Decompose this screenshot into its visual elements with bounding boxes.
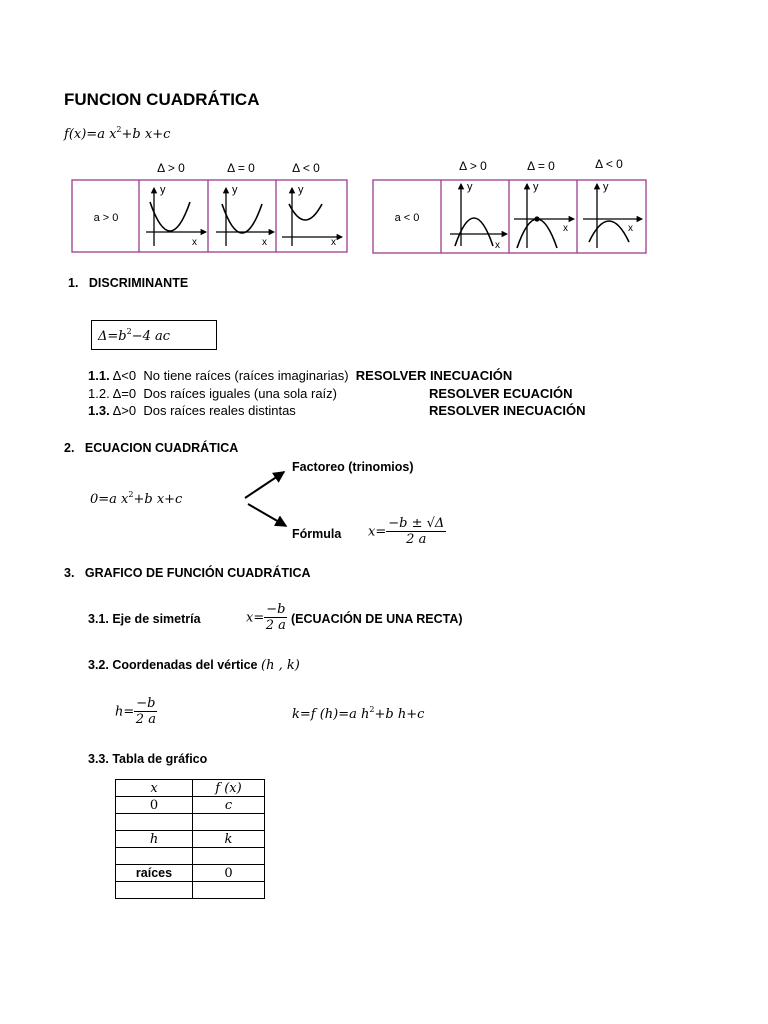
branch-arrows	[240, 466, 290, 530]
svg-text:y: y	[603, 181, 609, 193]
table-header-x: x	[116, 780, 193, 797]
table-row	[116, 814, 265, 831]
svg-text:x: x	[262, 237, 267, 248]
header-left-delta-negative: Δ < 0	[292, 161, 320, 175]
quadratic-formula: x= $\frac{-b \pm √\Delta}{2 a}$	[368, 516, 445, 547]
axis-of-symmetry-note: (ECUACIÓN DE UNA RECTA)	[291, 612, 463, 626]
vertex-h-formula: h= $\frac{-b}{2 a}$	[115, 696, 156, 727]
table-cell: 0	[193, 865, 265, 882]
label-a-negative: a < 0	[394, 212, 420, 224]
table-cell: c	[193, 797, 265, 814]
header-right-delta-negative: Δ < 0	[595, 157, 623, 171]
svg-text:x: x	[192, 237, 197, 248]
svg-text:x: x	[628, 223, 633, 234]
discriminant-formula-box: $\Delta=b^2-4$ ac	[91, 320, 217, 350]
svg-text:y: y	[160, 184, 166, 196]
vertex-k-formula: k=f (h)=a $h^2+b$ h+c	[292, 705, 425, 722]
parabola-graphs	[0, 150, 768, 260]
header-left-delta-positive: Δ > 0	[157, 161, 185, 175]
header-right-delta-positive: Δ > 0	[459, 159, 487, 173]
graph-down-no-roots	[583, 184, 642, 248]
label-a-positive: a > 0	[93, 212, 119, 224]
branch-factoring: Factoreo (trinomios)	[292, 460, 414, 474]
table-row	[116, 865, 265, 882]
discriminant-case-2: 1.2. Δ=0 Dos raíces iguales (una sola raíz)	[88, 386, 337, 401]
svg-text:y: y	[232, 184, 238, 196]
table-cell	[116, 882, 193, 899]
graph-down-two-roots	[450, 184, 507, 246]
page-title: FUNCION CUADRÁTICA	[64, 90, 260, 109]
table-cell: h	[116, 831, 193, 848]
discriminant-case-3: 1.3. Δ>0 Dos raíces reales distintas	[88, 403, 296, 418]
table-cell	[116, 814, 193, 831]
branch-formula-label: Fórmula	[292, 527, 342, 541]
table-cell	[193, 848, 265, 865]
table-cell	[193, 814, 265, 831]
vertex-label: 3.2. Coordenadas del vértice (h , k)	[88, 658, 300, 673]
section-1-heading: 1. DISCRIMINANTE	[68, 276, 189, 290]
svg-text:y: y	[533, 181, 539, 193]
table-label: 3.3. Tabla de gráfico	[88, 752, 208, 766]
section-3-heading: 3. GRAFICO DE FUNCIÓN CUADRÁTICA	[64, 566, 311, 580]
header-left-delta-zero: Δ = 0	[227, 161, 255, 175]
discriminant-case-1: 1.1. Δ<0 No tiene raíces (raíces imaginarias) RESOLVER INECUACIÓN	[88, 368, 513, 383]
graph-up-two-roots	[146, 188, 206, 246]
axis-of-symmetry-formula: x= $\frac{-b}{2 a}$	[246, 602, 286, 633]
graph-down-one-root	[514, 184, 574, 248]
svg-text:x: x	[331, 237, 336, 248]
table-cell: 0	[116, 797, 193, 814]
axis-of-symmetry-label: 3.1. Eje de simetría	[88, 612, 201, 626]
table-row	[116, 882, 265, 899]
discriminant-case-2-action: RESOLVER ECUACIÓN	[429, 386, 573, 401]
svg-text:y: y	[298, 184, 304, 196]
table-cell: k	[193, 831, 265, 848]
discriminant-case-3-action: RESOLVER INECUACIÓN	[429, 403, 586, 418]
table-cell	[116, 848, 193, 865]
table-cell	[193, 882, 265, 899]
table-header-fx: f (x)	[193, 780, 265, 797]
section-2-heading: 2. ECUACION CUADRÁTICA	[64, 441, 239, 455]
table-row	[116, 848, 265, 865]
values-table	[115, 779, 265, 899]
svg-text:x: x	[563, 223, 568, 234]
table-row	[116, 797, 265, 814]
table-row	[116, 831, 265, 848]
quadratic-function-formula: f(x)=a $x^2+b$ x+c	[64, 125, 171, 142]
svg-text:y: y	[467, 181, 473, 193]
quadratic-equation: 0=a $x^2+b$ x+c	[90, 490, 183, 507]
header-right-delta-zero: Δ = 0	[527, 159, 555, 173]
table-header-row	[116, 780, 265, 797]
svg-text:x: x	[495, 240, 500, 251]
table-cell: raíces	[116, 865, 193, 882]
